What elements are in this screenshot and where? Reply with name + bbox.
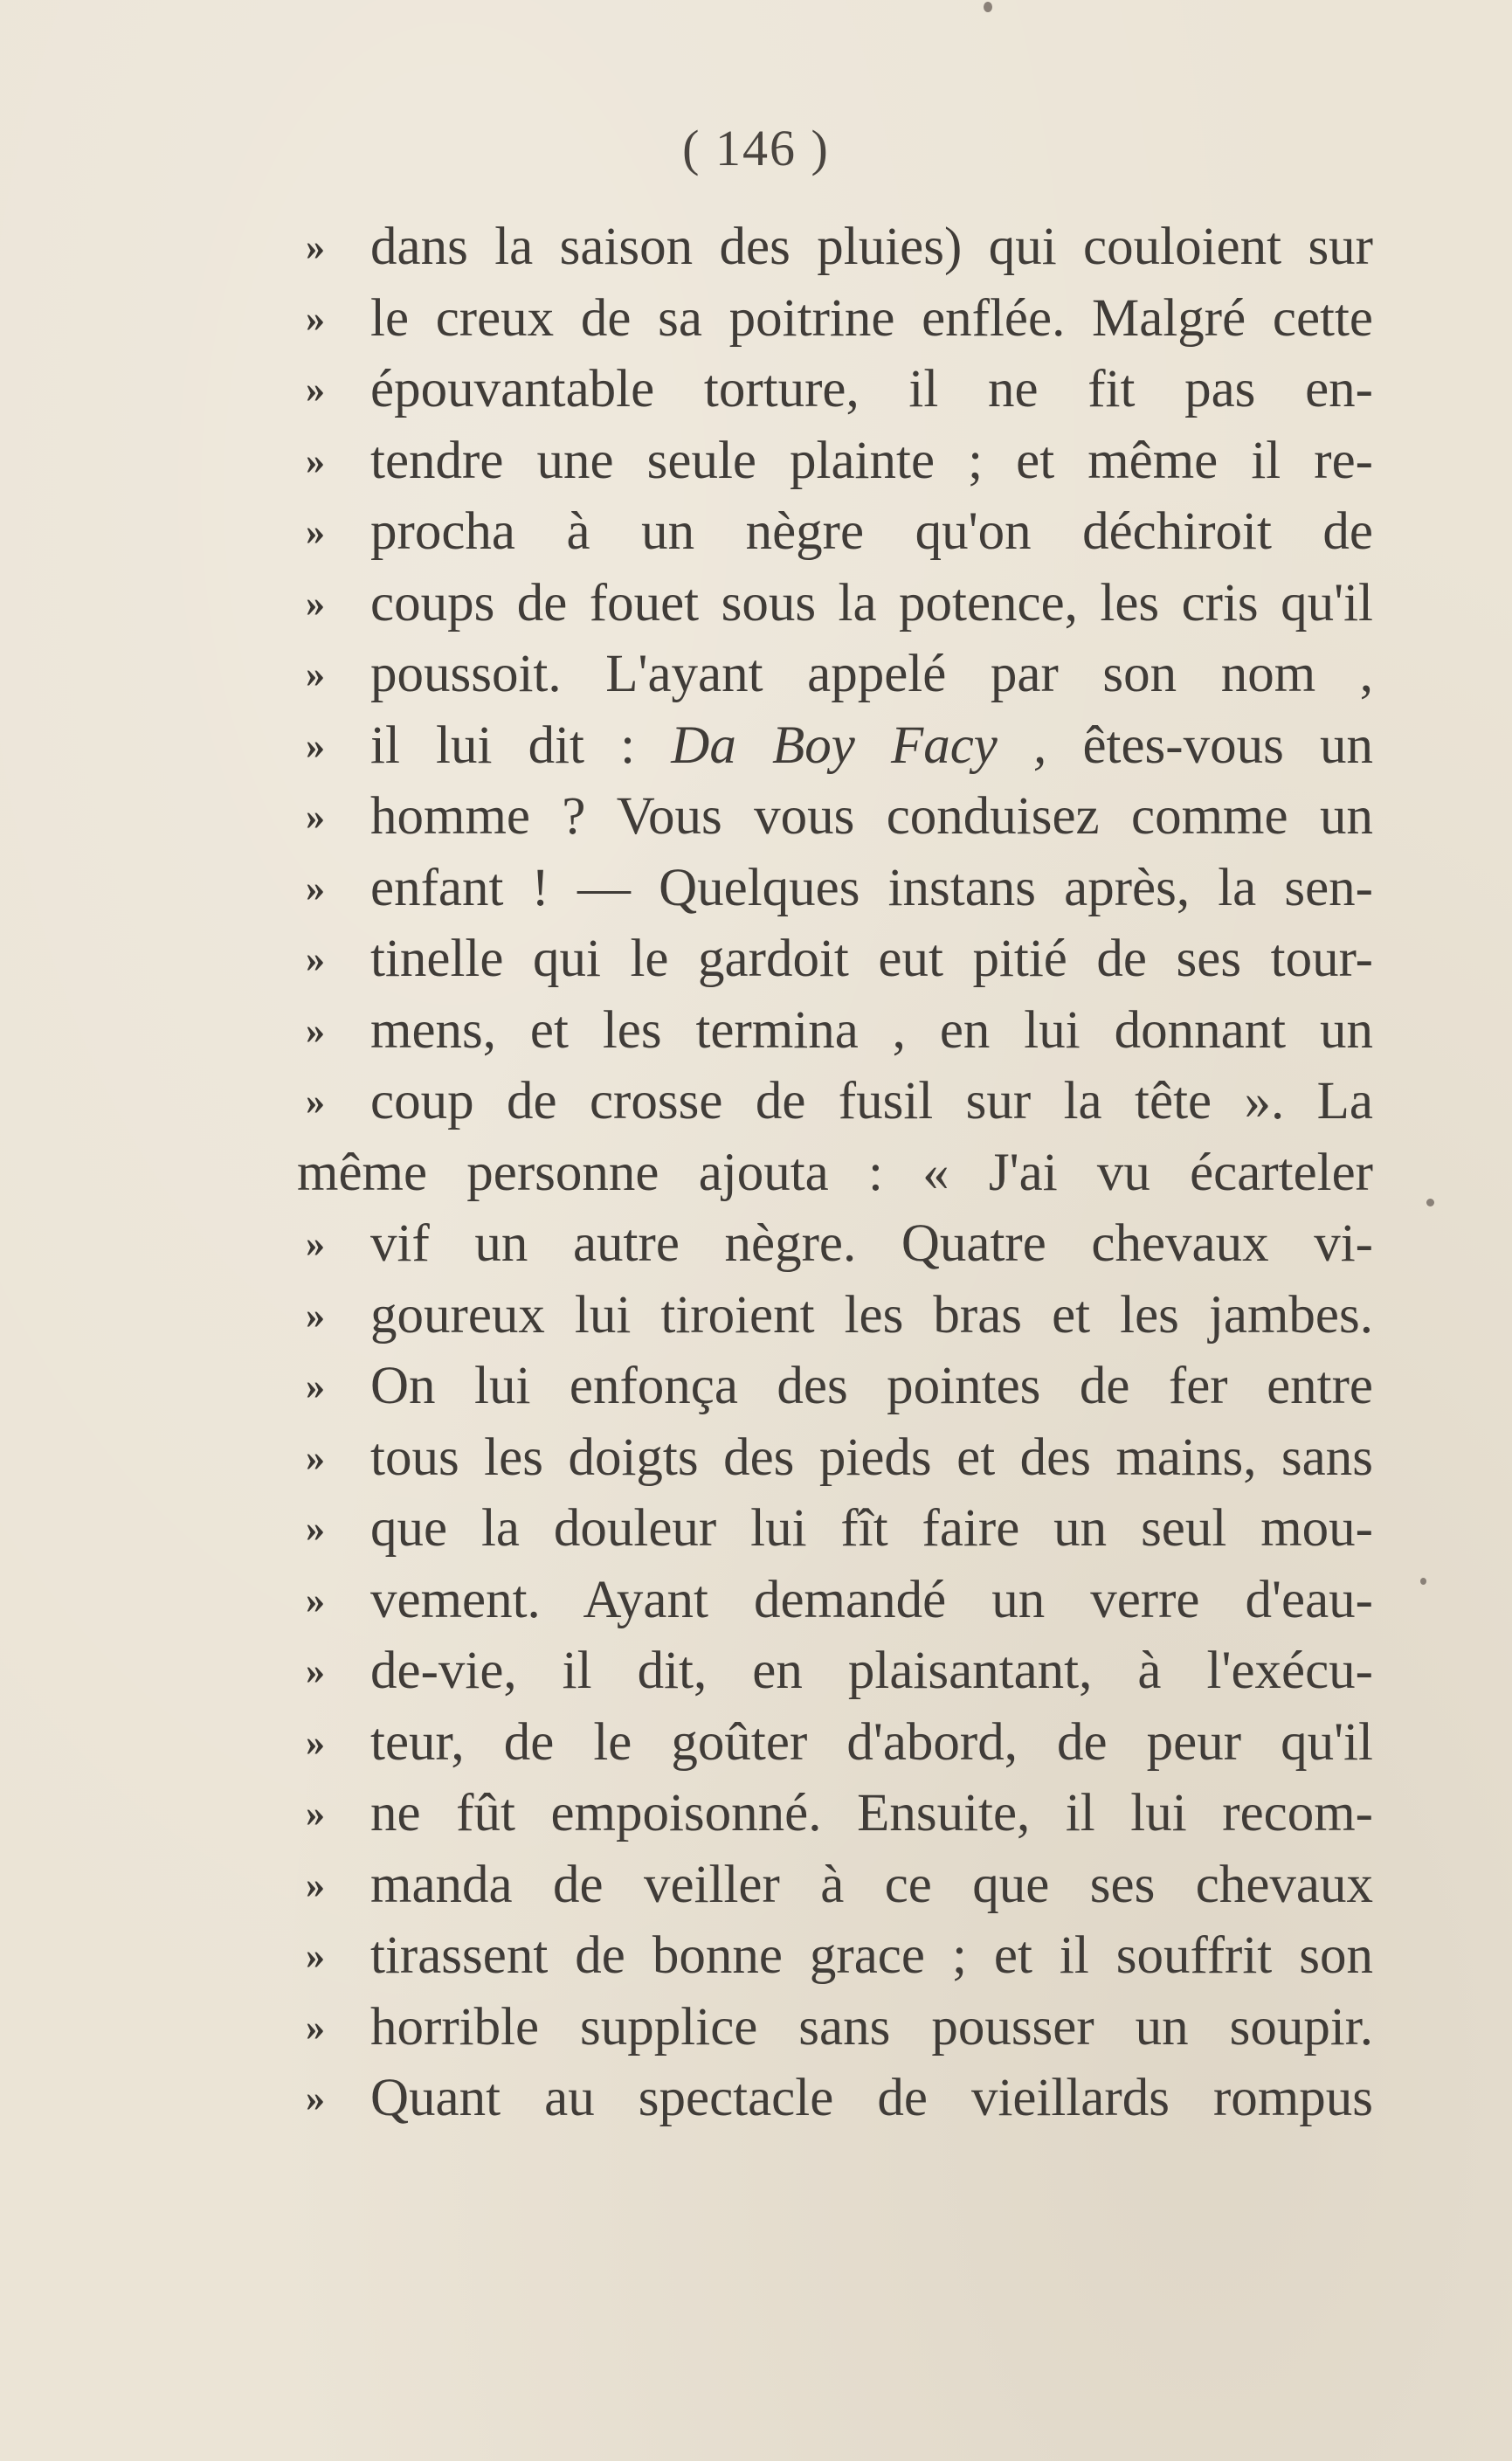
line-text: teur, de le goûter d'abord, de peur qu'il	[370, 1712, 1373, 1772]
text-line	[306, 2063, 1373, 2134]
line-text-post: êtes-vous un	[1046, 715, 1373, 775]
quote-mark: »	[306, 1507, 325, 1550]
line-text: On lui enfonça des pointes de fer entre	[370, 1357, 1373, 1415]
line-text: vif un autre nègre. Quatre chevaux vi-	[370, 1214, 1373, 1273]
quote-mark: »	[306, 581, 325, 625]
text-line	[306, 1351, 1373, 1422]
quote-mark: »	[306, 1934, 325, 1977]
quote-mark: »	[306, 1293, 325, 1337]
line-text	[370, 710, 1373, 782]
line-text: coups de fouet sous la potence, les cris qu'il	[370, 573, 1373, 633]
line-text: que la douleur lui fît faire un seul mou-	[370, 1499, 1373, 1558]
text-line	[306, 354, 1373, 425]
quote-mark: »	[306, 439, 325, 482]
line-text: poussoit. L'ayant appelé par son nom ,	[370, 645, 1373, 703]
line-text: ne fût empoisonné. Ensuite, il lui recom-	[370, 1784, 1373, 1842]
text-line	[306, 1635, 1373, 1707]
line-text: procha à un nègre qu'on déchiroit de	[370, 502, 1373, 561]
line-text: enfant ! — Quelques instans après, la sen-	[370, 858, 1373, 917]
text-line	[306, 211, 1373, 283]
line-text: coup de crosse de fusil sur la tête ». La	[370, 1072, 1373, 1130]
quote-mark: »	[306, 1863, 325, 1906]
line-text: même personne ajouta : « J'ai vu écarteler	[297, 1143, 1373, 1202]
text-line	[306, 781, 1373, 853]
quote-mark: »	[306, 653, 325, 695]
quote-mark: »	[306, 1720, 325, 1764]
quote-mark: »	[306, 1080, 325, 1123]
quote-mark: »	[306, 937, 325, 980]
text-line	[306, 1565, 1373, 1636]
quote-mark: »	[306, 1365, 325, 1407]
text-line	[306, 1992, 1373, 2064]
text-line	[306, 283, 1373, 355]
text-line	[306, 1778, 1373, 1849]
paper-speck	[984, 2, 992, 12]
quote-mark: »	[306, 1008, 325, 1052]
text-line	[306, 1707, 1373, 1779]
text-line	[306, 496, 1373, 568]
text-line	[306, 568, 1373, 639]
line-text: homme ? Vous vous conduisez comme un	[370, 787, 1373, 846]
text-line	[306, 639, 1373, 710]
text-line	[306, 1920, 1373, 1992]
line-text: épouvantable torture, il ne fit pas en-	[370, 360, 1373, 418]
line-text: tirassent de bonne grace ; et il souffrit son	[370, 1926, 1373, 1985]
quote-mark: »	[306, 1222, 325, 1265]
text-line	[306, 1849, 1373, 1921]
quote-mark: »	[306, 2005, 325, 2049]
quote-mark: »	[306, 1649, 325, 1692]
text-line	[306, 425, 1373, 497]
text-line	[306, 853, 1373, 924]
text-line	[306, 995, 1373, 1067]
text-line	[306, 1208, 1373, 1280]
quote-mark: »	[306, 368, 325, 411]
quote-mark: »	[306, 723, 325, 767]
quote-mark: »	[306, 1578, 325, 1621]
paper-speck	[1426, 1199, 1434, 1206]
italic-name: Da Boy Facy ,	[671, 715, 1047, 775]
quote-mark: »	[306, 1792, 325, 1835]
quote-mark: »	[306, 225, 325, 268]
line-text: mens, et les termina , en lui donnant un	[370, 1000, 1373, 1060]
page-number: ( 146 )	[682, 120, 830, 176]
line-text: vement. Ayant demandé un verre d'eau-	[370, 1570, 1373, 1629]
quote-mark: »	[306, 866, 325, 909]
text-line	[306, 710, 1373, 782]
line-text: tendre une seule plainte ; et même il re-	[370, 431, 1373, 490]
line-text: goureux lui tiroient les bras et les jambes.	[370, 1285, 1373, 1345]
line-text: tinelle qui le gardoit eut pitié de ses tour-	[370, 930, 1373, 988]
line-text: tous les doigts des pieds et des mains, sans	[370, 1428, 1373, 1487]
body-text	[297, 211, 1373, 2134]
quote-mark: »	[306, 795, 325, 838]
text-line	[306, 1280, 1373, 1351]
quote-mark: »	[306, 1435, 325, 1479]
line-text: horrible supplice sans pousser un soupir.	[370, 1997, 1373, 2057]
text-line	[306, 1493, 1373, 1565]
quote-mark: »	[306, 510, 325, 553]
paper-speck	[1420, 1578, 1426, 1585]
line-text-pre: il lui dit :	[370, 715, 672, 775]
line-text: Quant au spectacle de vieillards rompus	[370, 2069, 1373, 2127]
line-text: de-vie, il dit, en plaisantant, à l'exécu-	[370, 1642, 1373, 1700]
line-text: manda de veiller à ce que ses chevaux	[370, 1855, 1373, 1914]
line-text: dans la saison des pluies) qui couloient sur	[370, 218, 1373, 276]
line-text: le creux de sa poitrine enflée. Malgré cette	[370, 288, 1373, 348]
text-line	[306, 1066, 1373, 1137]
text-line	[297, 1137, 1373, 1209]
quote-mark: »	[306, 296, 325, 340]
text-line	[306, 923, 1373, 995]
quote-mark: »	[306, 2077, 325, 2119]
text-line	[306, 1422, 1373, 1494]
